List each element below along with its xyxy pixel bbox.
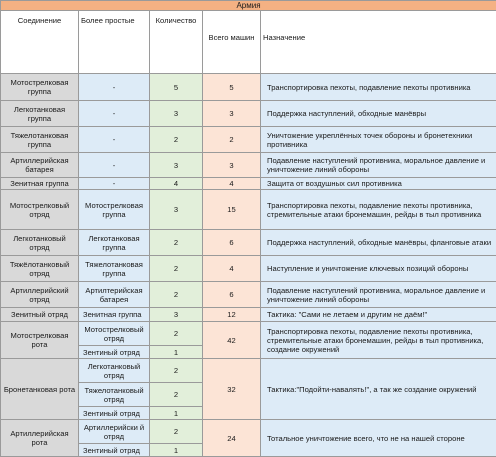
simpler-cell: - <box>79 101 150 127</box>
unit-cell: Артиллерийский отряд <box>1 282 79 308</box>
purpose-cell: Подавление наступлений противника, моральное давление и уничтожение линий обороны <box>261 153 496 178</box>
unit-cell: Мотострелковая рота <box>1 322 79 359</box>
table-row <box>1 74 496 101</box>
simpler-cell: Тяжелотанковая группа <box>79 256 150 282</box>
qty-cell: 3 <box>150 153 203 178</box>
table-row <box>1 178 496 190</box>
qty-cell: 2 <box>150 359 203 383</box>
qty-cell: 1 <box>150 407 203 420</box>
qty-cell: 3 <box>150 308 203 322</box>
total-cell: 15 <box>203 190 261 230</box>
table-row <box>1 101 496 127</box>
purpose-cell: Подавление наступлений противника, моральное давление и уничтожение линий обороны <box>261 282 496 308</box>
simpler-cell: - <box>79 74 150 101</box>
table-row <box>1 127 496 153</box>
qty-cell: 2 <box>150 383 203 407</box>
qty-cell: 1 <box>150 444 203 457</box>
simpler-cell: - <box>79 178 150 190</box>
qty-cell: 1 <box>150 346 203 359</box>
simpler-cell: Зенитная группа <box>79 308 150 322</box>
header-simpler: Более простые <box>79 11 150 74</box>
simpler-cell: Легкотанковая группа <box>79 230 150 256</box>
header-purpose: Назначение <box>261 11 496 74</box>
simpler-cell: Зентиный отряд <box>79 444 150 457</box>
purpose-cell: Транспортировка пехоты, подавление пехоты противника <box>261 74 496 101</box>
unit-cell: Зенитный отряд <box>1 308 79 322</box>
purpose-cell: Поддержка наступлений, обходные манёвры, фланговые атаки <box>261 230 496 256</box>
purpose-cell: Уничтожение укреплённых точек обороны и бронетехники противника <box>261 127 496 153</box>
unit-cell: Бронетанковая рота <box>1 359 79 420</box>
unit-cell: Зенитная группа <box>1 178 79 190</box>
unit-cell: Тяжёлотанковый отряд <box>1 256 79 282</box>
qty-cell: 2 <box>150 420 203 444</box>
simpler-cell: Артилтерийская батарея <box>79 282 150 308</box>
qty-cell: 3 <box>150 190 203 230</box>
title-row <box>1 1 496 11</box>
qty-cell: 2 <box>150 282 203 308</box>
total-cell: 12 <box>203 308 261 322</box>
total-cell: 42 <box>203 322 261 359</box>
table-row <box>1 230 496 256</box>
total-cell: 32 <box>203 359 261 420</box>
unit-cell: Легкотанковая группа <box>1 101 79 127</box>
unit-cell: Мотострелковая группа <box>1 74 79 101</box>
total-cell: 4 <box>203 178 261 190</box>
table-row <box>1 190 496 230</box>
unit-cell: Артиллерийская рота <box>1 420 79 457</box>
purpose-cell: Транспортировка пехоты, подавление пехоты противника, стремительные атаки бронемашин, рейды в тыл противника <box>261 190 496 230</box>
simpler-cell: Легкотанковый отряд <box>79 359 150 383</box>
purpose-cell: Защита от воздушных сил противника <box>261 178 496 190</box>
qty-cell: 4 <box>150 178 203 190</box>
purpose-cell: Тактика:"Подойти-навалять!", а так же создание окружений <box>261 359 496 420</box>
simpler-cell: - <box>79 127 150 153</box>
table-row <box>1 322 496 346</box>
unit-cell: Артиллерийская батарея <box>1 153 79 178</box>
total-cell: 5 <box>203 74 261 101</box>
table-row <box>1 420 496 444</box>
purpose-cell: Транспортировка пехоты, подавление пехоты противника, стремительные атаки бронемашин, рейды в тыл противника, создание окружений <box>261 322 496 359</box>
qty-cell: 2 <box>150 322 203 346</box>
qty-cell: 2 <box>150 256 203 282</box>
simpler-cell: Мотострелковый отряд <box>79 322 150 346</box>
simpler-cell: - <box>79 153 150 178</box>
header-row <box>1 11 496 74</box>
total-cell: 6 <box>203 282 261 308</box>
total-cell: 3 <box>203 153 261 178</box>
purpose-cell: Наступление и уничтожение ключевых позиций обороны <box>261 256 496 282</box>
purpose-cell: Тактика: "Сами не летаем и другим не даём!" <box>261 308 496 322</box>
simpler-cell: Зентиный отряд <box>79 346 150 359</box>
purpose-cell: Тотальное уничтожение всего, что не на нашей стороне <box>261 420 496 457</box>
simpler-cell: Тяжелотанковый отряд <box>79 383 150 407</box>
qty-cell: 3 <box>150 101 203 127</box>
header-unit: Соединение <box>1 11 79 74</box>
table-row <box>1 282 496 308</box>
header-qty: Количество <box>150 11 203 74</box>
table-row <box>1 153 496 178</box>
unit-cell: Мотострелковый отряд <box>1 190 79 230</box>
unit-cell: Тяжелотанковая группа <box>1 127 79 153</box>
purpose-cell: Поддержка наступлений, обходные манёвры <box>261 101 496 127</box>
table-title: Армия <box>1 1 496 11</box>
total-cell: 2 <box>203 127 261 153</box>
qty-cell: 5 <box>150 74 203 101</box>
total-cell: 4 <box>203 256 261 282</box>
unit-cell: Легкотанковый отряд <box>1 230 79 256</box>
header-total: Всего машин <box>203 11 261 74</box>
table-row <box>1 308 496 322</box>
table-row <box>1 256 496 282</box>
simpler-cell: Артиллерийски й отряд <box>79 420 150 444</box>
total-cell: 24 <box>203 420 261 457</box>
total-cell: 3 <box>203 101 261 127</box>
simpler-cell: Зентиный отряд <box>79 407 150 420</box>
qty-cell: 2 <box>150 230 203 256</box>
table-row <box>1 359 496 383</box>
qty-cell: 2 <box>150 127 203 153</box>
simpler-cell: Мотострелковая группа <box>79 190 150 230</box>
total-cell: 6 <box>203 230 261 256</box>
